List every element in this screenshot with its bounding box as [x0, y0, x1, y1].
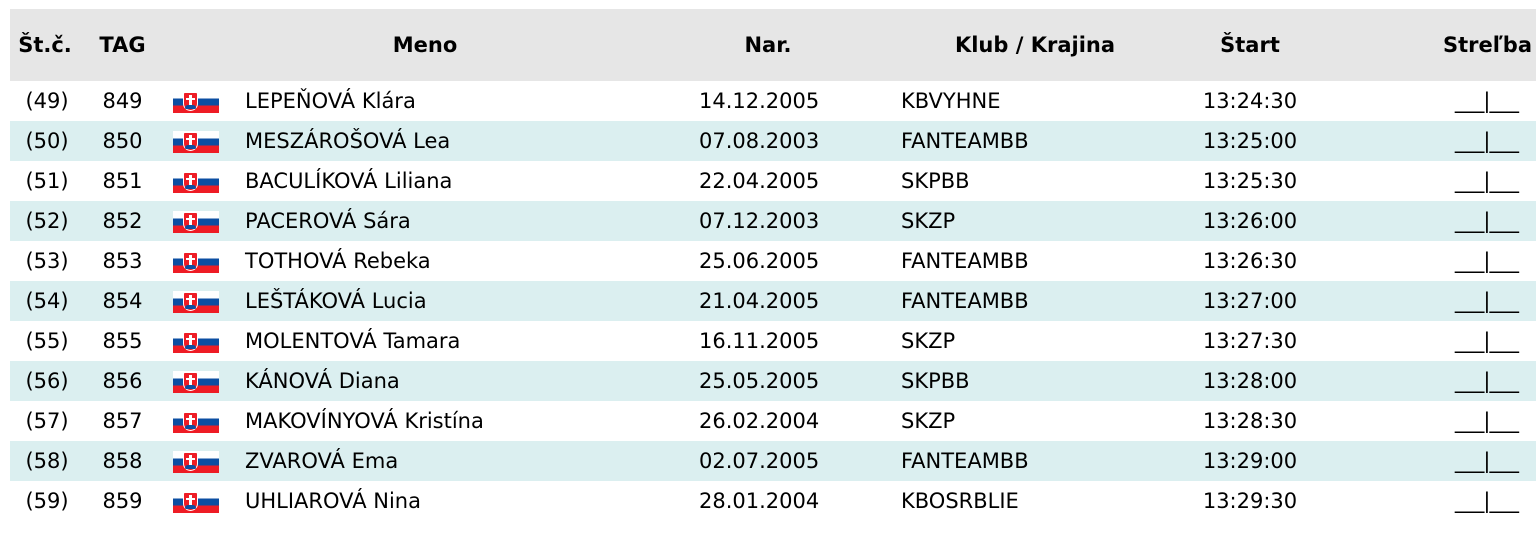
athlete-name-cell: LEŠTÁKOVÁ Lucia	[227, 281, 623, 321]
start-list	[10, 9, 1532, 521]
shooting-field: ___|___	[1454, 89, 1518, 113]
coat-of-arms-icon	[183, 92, 198, 111]
tag-cell: 852	[80, 201, 165, 241]
table-header	[10, 9, 1536, 81]
birth-date-cell: 16.11.2005	[699, 329, 820, 353]
shooting-field: ___|___	[1454, 289, 1518, 313]
tag-cell: 851	[102, 169, 143, 193]
start-number-cell: (49)	[25, 89, 69, 113]
athlete-name-cell: KÁNOVÁ Diana	[227, 361, 623, 401]
shooting-cell	[1323, 81, 1536, 121]
athlete-name-cell: TOTHOVÁ Rebeka	[245, 249, 431, 273]
coat-of-arms-icon	[183, 332, 198, 351]
birth-date-cell: 28.01.2004	[699, 489, 820, 513]
start-time-cell: 13:26:30	[1202, 249, 1298, 273]
club-cell: SKZP	[861, 201, 1151, 241]
flag-cell	[165, 321, 227, 361]
start-list-table	[10, 9, 1536, 521]
start-number-cell: (55)	[25, 329, 69, 353]
tag-cell: 859	[102, 489, 143, 513]
club-cell: KBOSRBLIE	[901, 489, 1019, 513]
birth-date-cell: 21.04.2005	[623, 281, 861, 321]
slovakia-flag-icon	[173, 331, 219, 353]
birth-date-cell: 07.12.2003	[623, 201, 861, 241]
start-time-cell: 13:24:30	[1202, 89, 1298, 113]
shooting-cell	[1323, 241, 1536, 281]
start-number-cell: (52)	[10, 201, 80, 241]
club-cell: FANTEAMBB	[901, 249, 1029, 273]
slovakia-flag-icon	[173, 291, 219, 313]
header-start-number: Št.č.	[10, 9, 80, 81]
coat-of-arms-icon	[183, 292, 198, 311]
start-number-cell: (56)	[10, 361, 80, 401]
tag-cell: 849	[102, 89, 143, 113]
start-time-cell: 13:29:30	[1202, 489, 1298, 513]
header-start-time: Štart	[1151, 9, 1323, 81]
start-number-cell: (57)	[25, 409, 69, 433]
club-cell: SKZP	[901, 329, 956, 353]
flag-cell	[165, 481, 227, 521]
header-club-country: Klub / Krajina	[861, 9, 1151, 81]
athlete-name-cell: BACULÍKOVÁ Liliana	[245, 169, 453, 193]
birth-date-cell: 25.06.2005	[699, 249, 820, 273]
flag-cell	[165, 361, 227, 401]
flag-cell	[165, 401, 227, 441]
start-time-cell: 13:27:30	[1202, 329, 1298, 353]
table-body	[10, 81, 1536, 521]
flag-cell	[165, 81, 227, 121]
shooting-cell	[1323, 281, 1536, 321]
header-flag	[165, 9, 227, 81]
club-cell: SKPBB	[861, 361, 1151, 401]
birth-date-cell: 22.04.2005	[699, 169, 820, 193]
club-cell: SKZP	[901, 409, 956, 433]
birth-date-cell: 14.12.2005	[699, 89, 820, 113]
header-name: Meno	[227, 9, 623, 81]
coat-of-arms-icon	[183, 412, 198, 431]
shooting-cell	[1323, 121, 1536, 161]
table-row	[10, 441, 1536, 481]
table-row	[10, 81, 1536, 121]
birth-date-cell: 02.07.2005	[623, 441, 861, 481]
birth-date-cell: 26.02.2004	[699, 409, 820, 433]
start-number-cell: (53)	[25, 249, 69, 273]
table-row	[10, 121, 1536, 161]
shooting-field: ___|___	[1454, 489, 1518, 513]
slovakia-flag-icon	[173, 131, 219, 153]
athlete-name-cell: PACEROVÁ Sára	[227, 201, 623, 241]
tag-cell: 853	[102, 249, 143, 273]
coat-of-arms-icon	[183, 212, 198, 231]
shooting-field: ___|___	[1454, 369, 1518, 393]
slovakia-flag-icon	[173, 411, 219, 433]
shooting-field: ___|___	[1454, 249, 1518, 273]
club-cell: KBVYHNE	[901, 89, 1001, 113]
shooting-cell	[1323, 161, 1536, 201]
start-time-cell: 13:27:00	[1151, 281, 1323, 321]
club-cell: FANTEAMBB	[861, 441, 1151, 481]
flag-cell	[165, 241, 227, 281]
table-row	[10, 361, 1536, 401]
slovakia-flag-icon	[173, 91, 219, 113]
start-time-cell: 13:29:00	[1151, 441, 1323, 481]
coat-of-arms-icon	[183, 252, 198, 271]
start-number-cell: (58)	[10, 441, 80, 481]
slovakia-flag-icon	[173, 211, 219, 233]
shooting-field: ___|___	[1454, 409, 1518, 433]
athlete-name-cell: MAKOVÍNYOVÁ Kristína	[245, 409, 484, 433]
shooting-field: ___|___	[1454, 169, 1518, 193]
tag-cell: 850	[80, 121, 165, 161]
coat-of-arms-icon	[183, 452, 198, 471]
table-row	[10, 401, 1536, 441]
shooting-field: ___|___	[1454, 209, 1518, 233]
athlete-name-cell: MESZÁROŠOVÁ Lea	[227, 121, 623, 161]
header-tag: TAG	[80, 9, 165, 81]
header-shooting: Streľba	[1323, 9, 1536, 81]
shooting-cell	[1323, 481, 1536, 521]
club-cell: FANTEAMBB	[861, 281, 1151, 321]
tag-cell: 857	[102, 409, 143, 433]
flag-cell	[165, 121, 227, 161]
shooting-cell	[1323, 441, 1536, 481]
tag-cell: 858	[80, 441, 165, 481]
start-time-cell: 13:28:30	[1202, 409, 1298, 433]
start-number-cell: (59)	[25, 489, 69, 513]
table-row	[10, 161, 1536, 201]
tag-cell: 855	[102, 329, 143, 353]
athlete-name-cell: LEPEŇOVÁ Klára	[245, 89, 416, 113]
slovakia-flag-icon	[173, 491, 219, 513]
header-birth-date: Nar.	[623, 9, 861, 81]
slovakia-flag-icon	[173, 371, 219, 393]
slovakia-flag-icon	[173, 451, 219, 473]
athlete-name-cell: ZVAROVÁ Ema	[227, 441, 623, 481]
table-row	[10, 201, 1536, 241]
start-number-cell: (50)	[10, 121, 80, 161]
coat-of-arms-icon	[183, 372, 198, 391]
flag-cell	[165, 441, 227, 481]
header-row	[10, 9, 1536, 81]
slovakia-flag-icon	[173, 251, 219, 273]
birth-date-cell: 07.08.2003	[623, 121, 861, 161]
start-time-cell: 13:28:00	[1151, 361, 1323, 401]
table-row	[10, 481, 1536, 521]
flag-cell	[165, 161, 227, 201]
coat-of-arms-icon	[183, 132, 198, 151]
birth-date-cell: 25.05.2005	[623, 361, 861, 401]
shooting-field: ___|___	[1454, 449, 1518, 473]
shooting-field: ___|___	[1454, 129, 1518, 153]
shooting-cell	[1323, 201, 1536, 241]
coat-of-arms-icon	[183, 492, 198, 511]
start-time-cell: 13:26:00	[1151, 201, 1323, 241]
table-row	[10, 281, 1536, 321]
tag-cell: 856	[80, 361, 165, 401]
start-time-cell: 13:25:30	[1202, 169, 1298, 193]
shooting-cell	[1323, 401, 1536, 441]
start-number-cell: (51)	[25, 169, 69, 193]
tag-cell: 854	[80, 281, 165, 321]
club-cell: FANTEAMBB	[861, 121, 1151, 161]
slovakia-flag-icon	[173, 171, 219, 193]
flag-cell	[165, 281, 227, 321]
shooting-cell	[1323, 361, 1536, 401]
table-row	[10, 321, 1536, 361]
athlete-name-cell: UHLIAROVÁ Nina	[245, 489, 421, 513]
shooting-cell	[1323, 321, 1536, 361]
table-row	[10, 241, 1536, 281]
start-number-cell: (54)	[10, 281, 80, 321]
coat-of-arms-icon	[183, 172, 198, 191]
athlete-name-cell: MOLENTOVÁ Tamara	[245, 329, 461, 353]
shooting-field: ___|___	[1454, 329, 1518, 353]
start-time-cell: 13:25:00	[1151, 121, 1323, 161]
club-cell: SKPBB	[901, 169, 970, 193]
flag-cell	[165, 201, 227, 241]
